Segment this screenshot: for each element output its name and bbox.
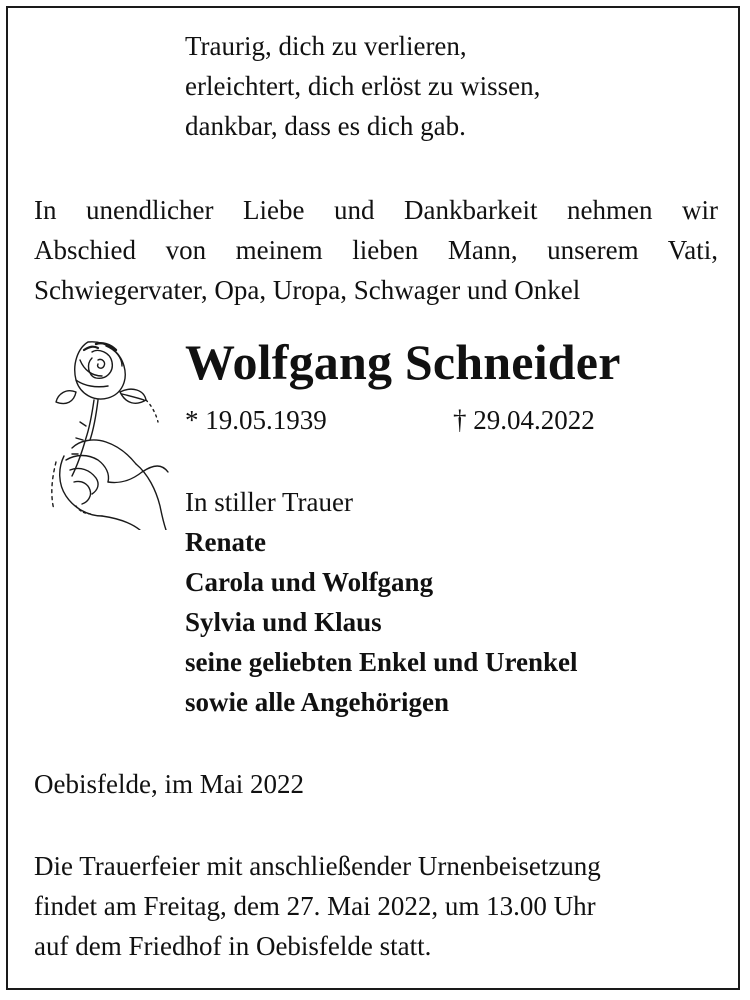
birth-date: * 19.05.1939	[185, 405, 327, 435]
funeral-line: Die Trauerfeier mit anschließender Urnenbeisetzung	[34, 851, 601, 881]
mourner-name: Carola und Wolfgang	[185, 567, 434, 597]
poem-line: dankbar, dass es dich gab.	[185, 111, 466, 141]
farewell-line: Abschied von meinem lieben Mann, unserem Vati,	[34, 235, 718, 265]
farewell-line: In unendlicher Liebe und Dankbarkeit nehmen wir	[34, 195, 718, 225]
mourner-name: sowie alle Angehörigen	[185, 687, 449, 717]
funeral-notice	[34, 846, 601, 966]
memorial-poem	[185, 26, 540, 146]
funeral-line: auf dem Friedhof in Oebisfelde statt.	[34, 931, 432, 961]
mourners-block	[185, 482, 578, 722]
mourner-name: Sylvia und Klaus	[185, 607, 382, 637]
mourning-heading: In stiller Trauer	[185, 487, 353, 517]
place-and-date: Oebisfelde, im Mai 2022	[34, 769, 304, 799]
life-dates	[185, 400, 595, 440]
death-date: † 29.04.2022	[453, 405, 595, 435]
mourner-name: seine geliebten Enkel und Urenkel	[185, 647, 578, 677]
deceased-name: Wolfgang Schneider	[185, 334, 621, 390]
poem-line: Traurig, dich zu verlieren,	[185, 31, 467, 61]
funeral-line: findet am Freitag, dem 27. Mai 2022, um 13.00 Uhr	[34, 891, 596, 921]
mourner-name: Renate	[185, 527, 266, 557]
poem-line: erleichtert, dich erlöst zu wissen,	[185, 71, 541, 101]
rose-in-hand-icon	[36, 330, 182, 530]
farewell-paragraph	[34, 190, 718, 310]
farewell-line: Schwiegervater, Opa, Uropa, Schwager und Onkel	[34, 275, 581, 305]
